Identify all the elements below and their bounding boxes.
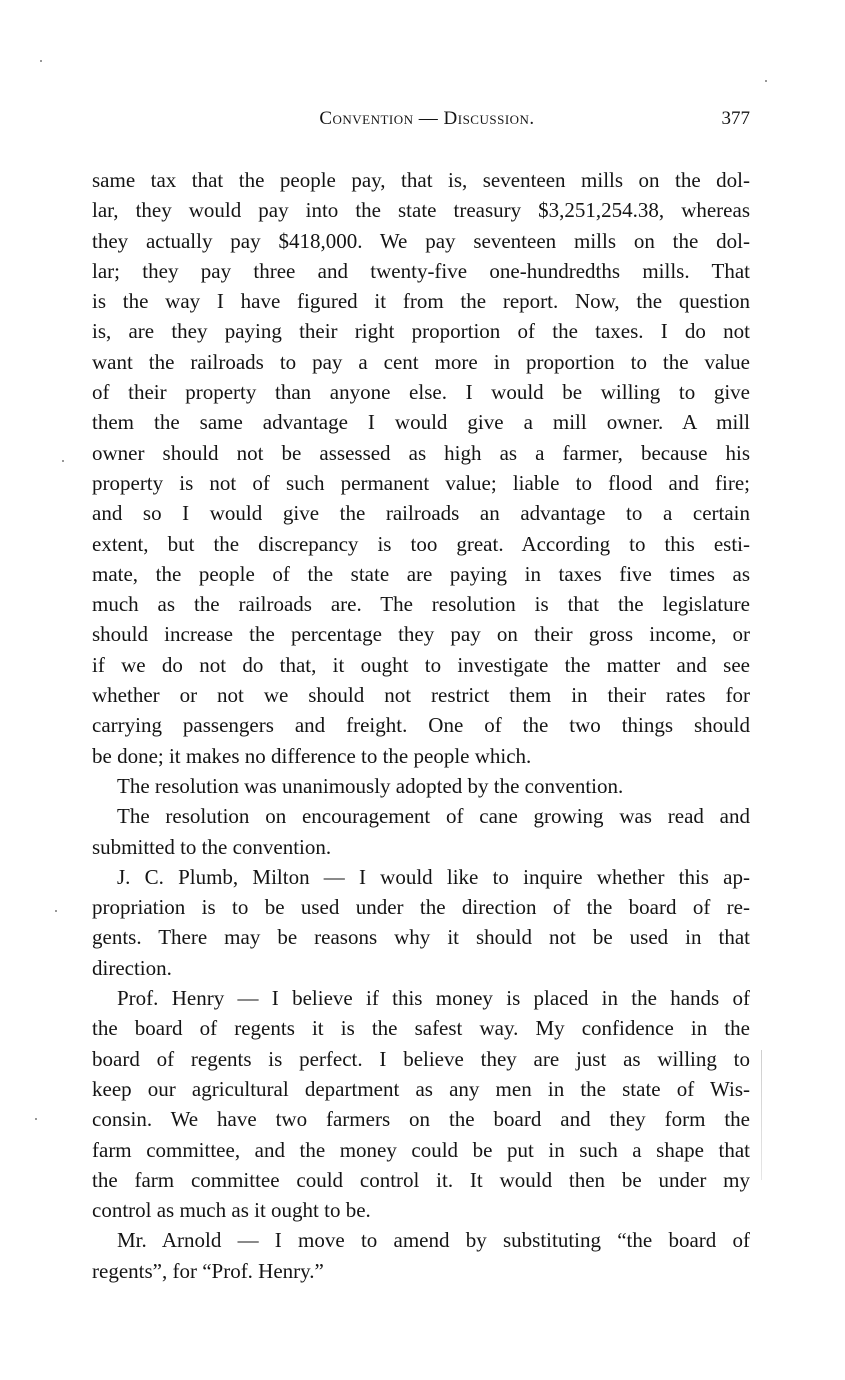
text-line: they actually pay $418,000. We pay seventeen mills on the dol-	[92, 228, 750, 253]
text-line: consin. We have two farmers on the board and they form the	[92, 1107, 750, 1132]
text-line: gents. There may be reasons why it should not be used in that	[92, 925, 750, 950]
text-line: board of regents is perfect. I believe they are just as willing to	[92, 1046, 750, 1071]
text-line: and so I would give the railroads an advantage to a certain	[92, 501, 750, 526]
text-line: J. C. Plumb, Milton — I would like to inquire whether this ap-	[117, 864, 750, 889]
paragraph	[92, 165, 750, 771]
text-line: of their property than anyone else. I would be willing to give	[92, 380, 750, 405]
paragraph	[92, 862, 750, 983]
text-line: Mr. Arnold — I move to amend by substituting “the board of	[117, 1228, 750, 1253]
body-text	[92, 165, 750, 1286]
text-line: mate, the people of the state are paying in taxes five times as	[92, 561, 750, 586]
scan-margin-shadow	[761, 1050, 762, 1180]
text-line: be done; it makes no difference to the people which.	[92, 743, 532, 768]
text-line: is the way I have figured it from the report. Now, the question	[92, 289, 750, 314]
scan-speck	[765, 80, 767, 82]
text-line: lar; they pay three and twenty-five one-hundredths mills. That	[92, 258, 750, 283]
text-line: property is not of such permanent value; liable to flood and fire;	[92, 470, 750, 495]
text-line: if we do not do that, it ought to investigate the matter and see	[92, 652, 750, 677]
paragraph	[92, 771, 750, 801]
paragraph	[92, 983, 750, 1225]
running-head-title: Convention — Discussion.	[319, 108, 535, 129]
text-line: extent, but the discrepancy is too great. According to this esti-	[92, 531, 750, 556]
text-line: want the railroads to pay a cent more in proportion to the value	[92, 349, 750, 374]
paragraph	[92, 1225, 750, 1286]
text-line: should increase the percentage they pay on their gross income, or	[92, 622, 750, 647]
text-line: propriation is to be used under the direction of the board of re-	[92, 895, 750, 920]
text-line: carrying passengers and freight. One of the two things should	[92, 713, 750, 738]
text-line: direction.	[92, 955, 172, 980]
paragraph	[92, 801, 750, 862]
text-line: them the same advantage I would give a mill owner. A mill	[92, 410, 750, 435]
running-head	[92, 108, 750, 136]
scan-speck	[62, 460, 64, 462]
text-line: Prof. Henry — I believe if this money is placed in the hands of	[117, 986, 750, 1011]
text-line: much as the railroads are. The resolution is that the legislature	[92, 592, 750, 617]
text-line: farm committee, and the money could be put in such a shape that	[92, 1137, 750, 1162]
text-line: The resolution was unanimously adopted by the convention.	[117, 773, 624, 798]
text-line: owner should not be assessed as high as a farmer, because his	[92, 440, 750, 465]
text-line: regents”, for “Prof. Henry.”	[92, 1258, 324, 1283]
text-line: control as much as it ought to be.	[92, 1198, 371, 1223]
text-line: the board of regents it is the safest way. My confidence in the	[92, 1016, 750, 1041]
text-line: lar, they would pay into the state treasury $3,251,254.38, whereas	[92, 198, 750, 223]
text-line: submitted to the convention.	[92, 834, 332, 859]
text-line: whether or not we should not restrict them in their rates for	[92, 683, 750, 708]
scan-speck	[40, 60, 42, 62]
text-line: same tax that the people pay, that is, seventeen mills on the dol-	[92, 168, 750, 192]
text-line: The resolution on encouragement of cane growing was read and	[117, 804, 750, 829]
scan-speck	[35, 1118, 37, 1120]
text-line: the farm committee could control it. It would then be under my	[92, 1167, 750, 1192]
text-line: keep our agricultural department as any men in the state of Wis-	[92, 1076, 750, 1101]
page-number: 377	[721, 108, 750, 129]
scan-speck	[55, 910, 57, 912]
text-line: is, are they paying their right proportion of the taxes. I do not	[92, 319, 750, 344]
